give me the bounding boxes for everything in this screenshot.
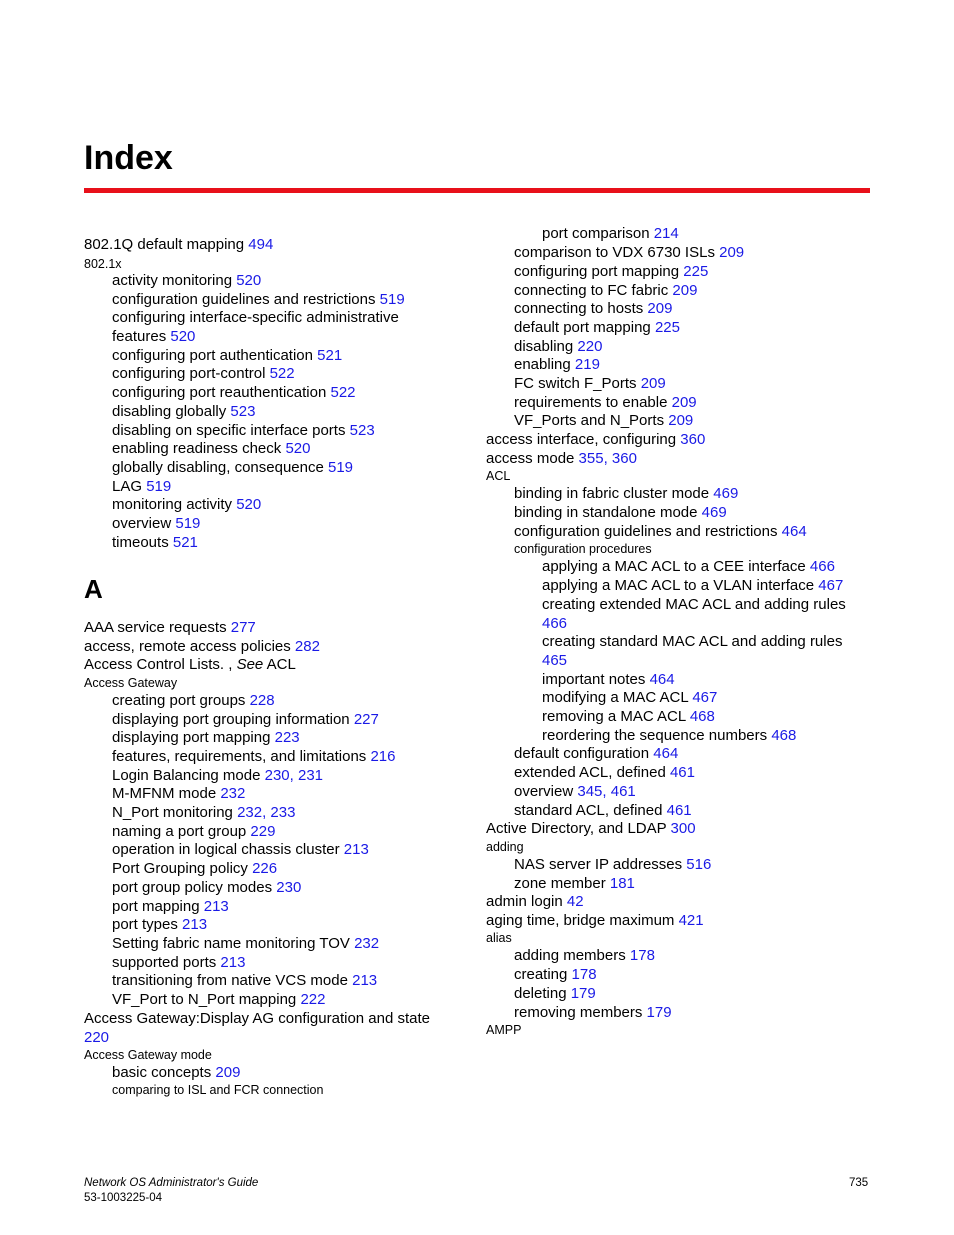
- index-entry: [112, 365, 295, 383]
- page-link[interactable]: 520: [285, 440, 311, 457]
- footer-page-number: 735: [849, 1177, 869, 1189]
- index-entry: [84, 656, 296, 674]
- page-link[interactable]: 277: [230, 619, 256, 636]
- page-link[interactable]: 228: [249, 692, 275, 709]
- page-link[interactable]: 230, 231: [264, 767, 323, 784]
- index-entry: [486, 893, 584, 911]
- index-entry-text: removing a MAC ACL: [542, 708, 690, 725]
- index-entry: [112, 1064, 240, 1082]
- index-entry-text: Access Control Lists. ,: [84, 656, 237, 673]
- index-entry: [112, 291, 405, 309]
- page-link[interactable]: 42: [566, 893, 584, 910]
- index-entry-text: ACL: [263, 656, 296, 673]
- index-entry-text: access, remote access policies: [84, 638, 295, 655]
- index-entry-text: disabling: [514, 338, 578, 355]
- page-link[interactable]: 213: [182, 916, 208, 933]
- footer-book-title: Network OS Administrator's Guide: [84, 1177, 259, 1189]
- page-link[interactable]: 225: [683, 263, 709, 280]
- index-subheading: [112, 1082, 323, 1098]
- index-entry-text: creating: [514, 966, 572, 983]
- index-entry-text: creating standard MAC ACL and adding rules: [542, 633, 843, 650]
- index-entry-text: N_Port monitoring: [112, 804, 238, 821]
- index-entry-text: Setting fabric name monitoring TOV: [112, 935, 355, 952]
- page-link[interactable]: 178: [629, 947, 655, 964]
- index-entry-text: port group policy modes: [112, 879, 277, 896]
- index-entry: [514, 783, 636, 801]
- index-subheading: [486, 1022, 521, 1038]
- index-entry-text: basic concepts: [112, 1064, 216, 1081]
- index-entry: [112, 729, 300, 747]
- page-link[interactable]: 232: [220, 785, 246, 802]
- index-subheading: [84, 675, 177, 691]
- index-entry: [112, 972, 377, 990]
- page-link[interactable]: 179: [646, 1004, 672, 1021]
- index-entry-text: enabling readiness check: [112, 440, 286, 457]
- index-entry-text: AAA service requests: [84, 619, 231, 636]
- index-entry-text: creating extended MAC ACL and adding rules: [542, 596, 846, 613]
- index-entry: [514, 319, 680, 337]
- index-entry-text: supported ports: [112, 954, 221, 971]
- page-link[interactable]: 520: [236, 496, 262, 513]
- index-entry: [112, 534, 198, 552]
- index-entry: [542, 689, 717, 707]
- index-entry-text: NAS server IP addresses: [514, 856, 687, 873]
- index-entry-text: default port mapping: [514, 319, 655, 336]
- index-see-reference: See: [236, 656, 264, 673]
- index-entry: [112, 991, 325, 1009]
- page-link[interactable]: 216: [370, 748, 396, 765]
- index-entry-text: binding in fabric cluster mode: [514, 485, 714, 502]
- index-entry: [486, 912, 704, 930]
- index-entry-text: default configuration: [514, 745, 654, 762]
- index-entry: [542, 671, 675, 689]
- page-link[interactable]: 219: [574, 356, 600, 373]
- index-entry-text: VF_Ports and N_Ports: [514, 412, 669, 429]
- index-entry-text: Port Grouping policy: [112, 860, 253, 877]
- page-link[interactable]: 300: [670, 820, 696, 837]
- index-entry-text: configuring port authentication: [112, 347, 318, 364]
- index-entry: [542, 558, 835, 576]
- index-entry-text: AMPP: [486, 1023, 522, 1037]
- index-entry-text: connecting to FC fabric: [514, 282, 673, 299]
- page-link[interactable]: 519: [146, 478, 172, 495]
- page-link[interactable]: 464: [649, 671, 675, 688]
- index-entry: [486, 431, 705, 449]
- index-entry-text: adding: [486, 840, 524, 854]
- index-entry: [112, 898, 229, 916]
- index-subheading: [486, 930, 512, 946]
- page-link[interactable]: 225: [654, 319, 680, 336]
- page-link[interactable]: 521: [317, 347, 343, 364]
- index-entry-text: deleting: [514, 985, 571, 1002]
- page-link[interactable]: 464: [781, 523, 807, 540]
- index-entry: [542, 225, 679, 243]
- index-entry: [514, 966, 597, 984]
- index-entry: [514, 985, 596, 1003]
- index-entry: [542, 727, 796, 745]
- index-entry-text: monitoring activity: [112, 496, 237, 513]
- index-entry-text: port types: [112, 916, 183, 933]
- index-entry-text: port comparison: [542, 225, 654, 242]
- index-entry: [514, 356, 600, 374]
- index-entry-text: admin login: [486, 893, 567, 910]
- page-link[interactable]: 178: [571, 966, 597, 983]
- index-entry-text: disabling globally: [112, 403, 231, 420]
- index-entry: [112, 403, 255, 421]
- index-entry: [112, 748, 396, 766]
- index-entry-text: removing members: [514, 1004, 647, 1021]
- index-entry: [542, 708, 715, 726]
- index-entry: [112, 860, 277, 878]
- page-link[interactable]: 519: [379, 291, 405, 308]
- index-entry-text: LAG: [112, 478, 147, 495]
- page-link[interactable]: 523: [349, 422, 375, 439]
- index-entry-text: applying a MAC ACL to a CEE interface: [542, 558, 810, 575]
- index-entry-text: disabling on specific interface ports: [112, 422, 350, 439]
- page-link[interactable]: 466: [809, 558, 835, 575]
- index-entry-text: overview: [514, 783, 578, 800]
- index-entry: [514, 802, 692, 820]
- page-link[interactable]: 469: [701, 504, 727, 521]
- index-entry: [514, 282, 697, 300]
- index-entry-text: adding members: [514, 947, 630, 964]
- index-entry: [486, 820, 696, 838]
- index-entry: [514, 856, 711, 874]
- page-link[interactable]: 209: [647, 300, 673, 317]
- index-entry: [514, 485, 738, 503]
- page-link[interactable]: 467: [692, 689, 718, 706]
- index-entry: [84, 1029, 109, 1047]
- index-entry-text: configuration guidelines and restrictions: [112, 291, 380, 308]
- page-link[interactable]: 209: [640, 375, 666, 392]
- page-link[interactable]: 209: [668, 412, 694, 429]
- page-link[interactable]: 522: [269, 365, 295, 382]
- index-entry-text: configuring port mapping: [514, 263, 684, 280]
- index-entry: [542, 615, 567, 633]
- index-subheading: [486, 468, 510, 484]
- index-entry: [112, 272, 261, 290]
- index-entry: [486, 450, 637, 468]
- index-entry-text: VF_Port to N_Port mapping: [112, 991, 301, 1008]
- index-entry: [112, 711, 379, 729]
- index-entry: [112, 785, 245, 803]
- index-entry-text: comparing to ISL and FCR connection: [112, 1083, 324, 1097]
- index-entry-text: comparison to VDX 6730 ISLs: [514, 244, 720, 261]
- page-link[interactable]: 421: [678, 912, 704, 929]
- page-link[interactable]: 179: [570, 985, 596, 1002]
- index-entry-text: 802.1Q default mapping: [84, 236, 249, 253]
- index-entry: [514, 947, 655, 965]
- page-link[interactable]: 213: [343, 841, 369, 858]
- index-entry: [514, 375, 666, 393]
- index-entry-text: 802.1x: [84, 257, 122, 271]
- index-entry-text: alias: [486, 931, 512, 945]
- page-link[interactable]: 520: [236, 272, 262, 289]
- page-link[interactable]: 519: [327, 459, 354, 476]
- index-entry: [112, 309, 399, 327]
- page-link[interactable]: 230: [276, 879, 302, 896]
- index-entry: [514, 263, 708, 281]
- page-link[interactable]: 209: [671, 394, 697, 411]
- index-entry-text: enabling: [514, 356, 575, 373]
- index-entry: [112, 328, 195, 346]
- index-entry-text: extended ACL, defined: [514, 764, 670, 781]
- index-entry-text: zone member: [514, 875, 610, 892]
- page-link[interactable]: 461: [669, 764, 695, 781]
- index-entry: [514, 300, 672, 318]
- page-link[interactable]: 461: [666, 802, 692, 819]
- index-entry-text: ACL: [486, 469, 511, 483]
- index-entry-text: Access Gateway: [84, 676, 178, 690]
- index-entry-text: FC switch F_Ports: [514, 375, 641, 392]
- index-entry-text: access mode: [486, 450, 579, 467]
- index-entry-text: access interface, configuring: [486, 431, 681, 448]
- index-entry: [112, 347, 342, 365]
- index-entry: [542, 596, 846, 614]
- index-entry-text: important notes: [542, 671, 650, 688]
- page-link[interactable]: 213: [203, 898, 229, 915]
- index-entry: [514, 338, 602, 356]
- index-entry-text: timeouts: [112, 534, 173, 551]
- index-entry: [514, 412, 693, 430]
- index-entry: [542, 652, 567, 670]
- page-link[interactable]: 209: [215, 1064, 241, 1081]
- index-entry: [112, 692, 275, 710]
- index-entry-text: transitioning from native VCS mode: [112, 972, 353, 989]
- page-link[interactable]: 213: [220, 954, 246, 971]
- index-entry-text: requirements to enable: [514, 394, 672, 411]
- index-entry: [542, 633, 842, 651]
- index-entry-text: aging time, bridge maximum: [486, 912, 679, 929]
- index-entry-text: creating port groups: [112, 692, 250, 709]
- index-entry-text: connecting to hosts: [514, 300, 648, 317]
- index-entry-text: Access Gateway mode: [84, 1048, 212, 1062]
- page-link[interactable]: 222: [300, 991, 326, 1008]
- index-entry: [514, 1004, 672, 1022]
- index-entry-text: binding in standalone mode: [514, 504, 702, 521]
- page-link[interactable]: 232, 233: [237, 804, 296, 821]
- index-entry: [112, 804, 295, 822]
- page-link[interactable]: 520: [170, 328, 196, 345]
- page-link[interactable]: 360: [680, 431, 706, 448]
- index-subheading: [514, 541, 652, 557]
- index-entry-text: configuring interface-specific administrative: [112, 309, 399, 326]
- page-link[interactable]: 466: [542, 615, 568, 632]
- index-entry-text: overview: [112, 515, 176, 532]
- index-entry: [112, 515, 200, 533]
- page-link[interactable]: 209: [672, 282, 698, 299]
- page-link[interactable]: 468: [689, 708, 715, 725]
- index-entry-text: features: [112, 328, 171, 345]
- page-link[interactable]: 464: [653, 745, 679, 762]
- index-entry: [112, 478, 171, 496]
- page-link[interactable]: 229: [250, 823, 276, 840]
- page-link[interactable]: 227: [353, 711, 379, 728]
- page-link[interactable]: 469: [713, 485, 739, 502]
- index-entry-text: configuration procedures: [514, 542, 652, 556]
- index-entry-text: configuration guidelines and restrictions: [514, 523, 782, 540]
- page-link[interactable]: 467: [818, 577, 844, 594]
- index-subheading: [84, 1047, 212, 1063]
- index-entry: [112, 879, 301, 897]
- page-link[interactable]: 214: [653, 225, 679, 242]
- index-entry: [542, 577, 843, 595]
- index-entry-text: naming a port group: [112, 823, 251, 840]
- index-entry: [514, 745, 678, 763]
- index-subheading: [486, 839, 524, 855]
- index-entry: [112, 841, 369, 859]
- index-entry-text: standard ACL, defined: [514, 802, 667, 819]
- index-entry-text: Active Directory, and LDAP: [486, 820, 671, 837]
- index-entry-text: modifying a MAC ACL: [542, 689, 693, 706]
- index-entry: [112, 496, 261, 514]
- index-entry: [514, 523, 807, 541]
- index-entry: [514, 875, 635, 893]
- index-entry-text: Login Balancing mode: [112, 767, 265, 784]
- page-link[interactable]: 223: [274, 729, 300, 746]
- index-entry: [84, 619, 256, 637]
- index-entry-text: configuring port-control: [112, 365, 270, 382]
- title-rule: [84, 188, 870, 193]
- index-entry-text: activity monitoring: [112, 272, 237, 289]
- page-link[interactable]: 522: [330, 384, 356, 401]
- page-link[interactable]: 226: [252, 860, 278, 877]
- index-entry: [112, 916, 207, 934]
- index-entry: [514, 504, 727, 522]
- page-link[interactable]: 521: [172, 534, 198, 551]
- index-subheading: [84, 256, 122, 272]
- index-entry-text: applying a MAC ACL to a VLAN interface: [542, 577, 819, 594]
- index-entry: [112, 384, 356, 402]
- page-link[interactable]: 465: [542, 652, 568, 669]
- index-entry-text: reordering the sequence numbers: [542, 727, 772, 744]
- index-entry: [112, 422, 375, 440]
- page-link[interactable]: 494: [248, 236, 274, 253]
- index-entry-text: displaying port mapping: [112, 729, 275, 746]
- page-link[interactable]: 181: [609, 875, 635, 892]
- index-entry: [84, 1010, 430, 1028]
- index-entry-text: M-MFNM mode: [112, 785, 221, 802]
- index-entry: [84, 638, 320, 656]
- index-entry: [514, 244, 744, 262]
- index-entry: [112, 823, 275, 841]
- index-entry: [84, 236, 273, 254]
- page-link[interactable]: 468: [771, 727, 797, 744]
- index-entry: [112, 935, 379, 953]
- page-link[interactable]: 345, 461: [577, 783, 636, 800]
- footer-doc-number: 53-1003225-04: [84, 1192, 163, 1204]
- page-link[interactable]: 209: [719, 244, 745, 261]
- page-link[interactable]: 282: [294, 638, 320, 655]
- page-title: Index: [84, 139, 173, 177]
- index-entry-text: globally disabling, consequence: [112, 459, 328, 476]
- page-link[interactable]: 220: [577, 338, 603, 355]
- index-entry-text: port mapping: [112, 898, 204, 915]
- index-entry-text: operation in logical chassis cluster: [112, 841, 344, 858]
- index-entry-text: Access Gateway:Display AG configuration and state: [84, 1010, 431, 1027]
- index-entry-text: configuring port reauthentication: [112, 384, 331, 401]
- page-link[interactable]: 519: [175, 515, 201, 532]
- index-entry: [112, 459, 353, 477]
- page-link[interactable]: 220: [84, 1029, 110, 1046]
- index-entry: [514, 764, 695, 782]
- index-entry-text: displaying port grouping information: [112, 711, 354, 728]
- index-entry: [514, 394, 697, 412]
- index-entry-text: features, requirements, and limitations: [112, 748, 371, 765]
- index-entry: [112, 767, 323, 785]
- index-letter-heading: A: [84, 574, 103, 604]
- index-entry: [112, 954, 245, 972]
- page-link[interactable]: 516: [686, 856, 712, 873]
- index-entry: [112, 440, 310, 458]
- page-link[interactable]: 355, 360: [578, 450, 637, 467]
- page-link[interactable]: 213: [352, 972, 378, 989]
- page-link[interactable]: 523: [230, 403, 256, 420]
- page-link[interactable]: 232: [354, 935, 380, 952]
